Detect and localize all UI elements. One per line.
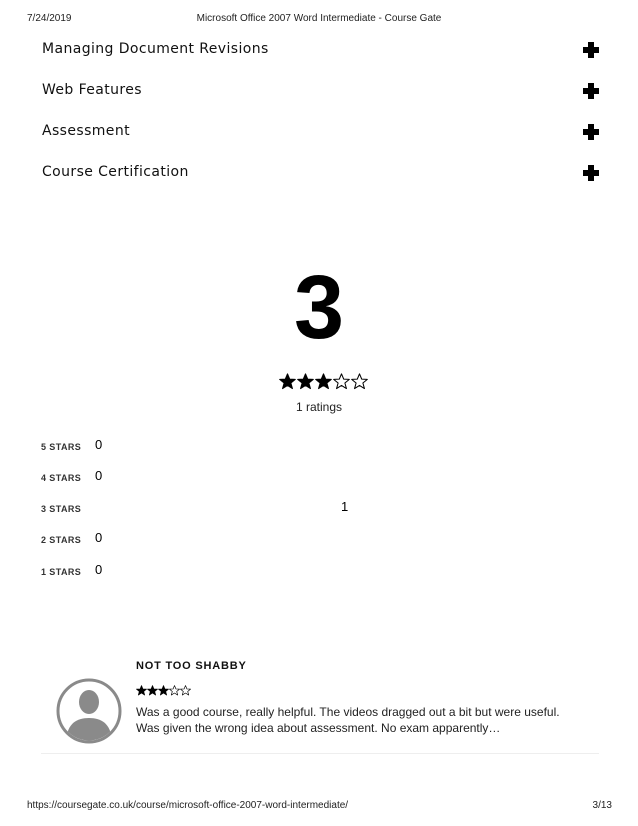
review-text: Was a good course, really helpful. The videos dragged out a bit but were useful. Was given the wrong idea about assessment. No exam apparently… (136, 705, 560, 735)
plus-icon[interactable] (583, 42, 599, 58)
star-filled-icon (280, 374, 296, 389)
breakdown-count: 0 (95, 437, 103, 452)
star-outline-icon (334, 374, 350, 389)
average-stars (279, 373, 368, 395)
review-divider (41, 753, 599, 754)
section-label: Web Features (42, 82, 142, 98)
rating-breakdown-row (41, 499, 601, 519)
breakdown-label: 4 STARS (41, 473, 82, 483)
average-rating: 3 (293, 258, 345, 358)
star-filled-icon (158, 686, 168, 696)
breakdown-label: 1 STARS (41, 567, 82, 577)
star-filled-icon (316, 374, 332, 389)
plus-icon[interactable] (583, 165, 599, 181)
section-course-certification[interactable] (41, 160, 599, 190)
user-avatar-icon (56, 678, 122, 744)
print-url: https://coursegate.co.uk/course/microsoft-office-2007-word-intermediate/ (27, 800, 349, 811)
star-outline-icon (169, 686, 179, 696)
print-title: Microsoft Office 2007 Word Intermediate - Course Gate (196, 13, 442, 24)
star-outline-icon (180, 686, 190, 696)
rating-breakdown-row (41, 562, 601, 582)
plus-icon[interactable] (583, 124, 599, 140)
star-filled-icon (298, 374, 314, 389)
breakdown-count: 0 (95, 530, 103, 545)
breakdown-label: 5 STARS (41, 442, 82, 452)
page-number: 3/13 (592, 800, 612, 811)
section-assessment[interactable] (41, 119, 599, 149)
rating-breakdown-row (41, 437, 601, 457)
section-label: Assessment (42, 123, 130, 139)
ratings-count: 1 ratings (295, 400, 343, 414)
breakdown-count: 0 (95, 468, 103, 483)
breakdown-count: 0 (95, 562, 103, 577)
review-stars (136, 683, 191, 701)
section-label: Course Certification (42, 164, 189, 180)
section-label: Managing Document Revisions (42, 41, 269, 57)
breakdown-label: 3 STARS (41, 504, 82, 514)
section-web-features[interactable] (41, 78, 599, 108)
breakdown-label: 2 STARS (41, 535, 82, 545)
review-title: NOT TOO SHABBY (136, 660, 247, 672)
print-date: 7/24/2019 (27, 13, 72, 24)
section-managing-document-revisions[interactable] (41, 37, 599, 67)
plus-icon[interactable] (583, 83, 599, 99)
breakdown-count: 1 (341, 499, 349, 514)
star-filled-icon (147, 686, 157, 696)
star-outline-icon (352, 374, 368, 389)
star-filled-icon (136, 686, 146, 696)
rating-breakdown-row (41, 530, 601, 550)
rating-breakdown-row (41, 468, 601, 488)
